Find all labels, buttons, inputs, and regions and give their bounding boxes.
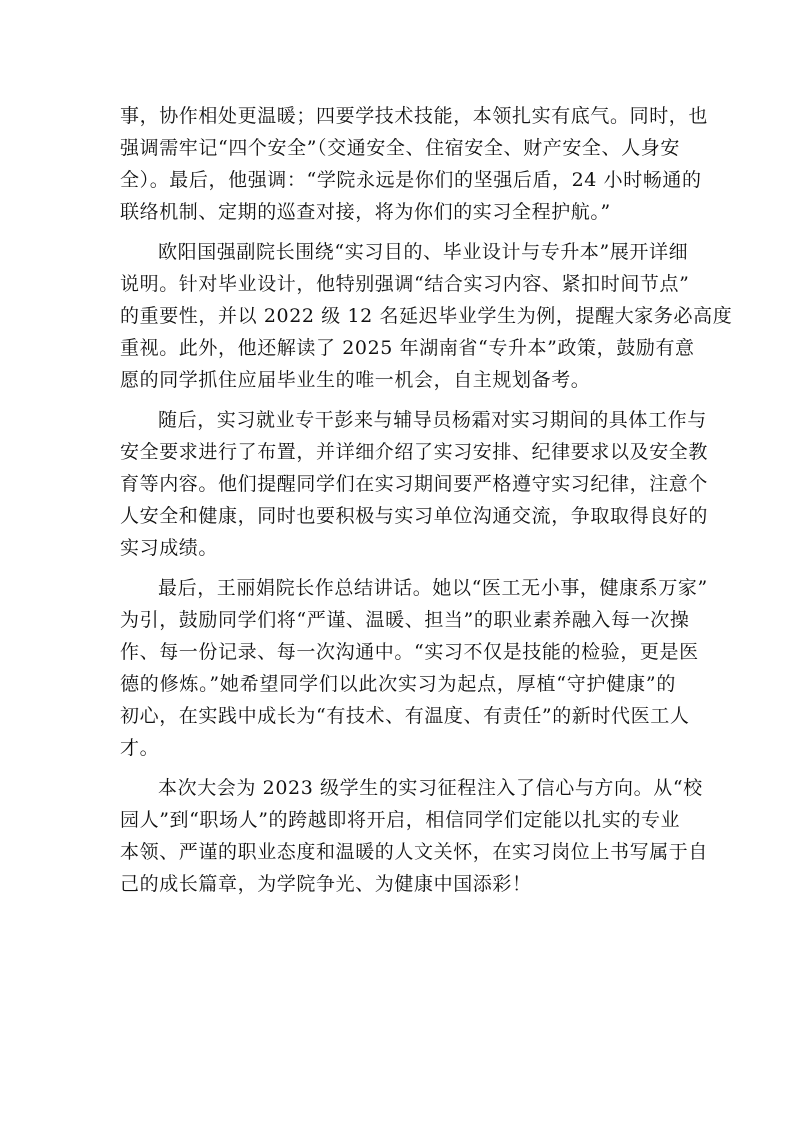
text-line: 实习成绩。 [120,537,219,559]
text-line: 人安全和健康，同时也要积极与实习单位沟通交流，争取取得良好的 [120,505,709,527]
text-line: 园人”到“职场人”的跨越即将开启，相信同学们定能以扎实的专业 [120,809,681,831]
text-line: 随后，实习就业专干彭来与辅导员杨霜对实习期间的具体工作与 [158,409,707,431]
text-line: 欧阳国强副院长围绕“实习目的、毕业设计与专升本”展开详细 [158,241,689,263]
text-line: 初心，在实践中成长为“有技术、有温度、有责任”的新时代医工人 [120,705,690,727]
text-line: 为引，鼓励同学们将“严谨、温暖、担当”的职业素养融入每一次操 [120,609,690,631]
document-page [120,100,733,900]
text-line: 愿的同学抓住应届毕业生的唯一机会，自主规划备考。 [120,369,591,391]
paragraph-opening-remarks [120,100,709,228]
text-line: 安全要求进行了布置，并详细介绍了实习安排、纪律要求以及安全教 [120,441,709,463]
paragraph-closing [120,772,709,900]
text-line: 本次大会为 2023 级学生的实习征程注入了信心与方向。从“校 [158,777,703,799]
text-line: 作、每一份记录、每一次沟通中。“实习不仅是技能的检验，更是医 [120,641,699,663]
text-line: 才。 [120,737,160,759]
text-line: 育等内容。他们提醒同学们在实习期间要严格遵守实习纪律，注意个 [120,473,709,495]
text-line: 重视。此外，他还解读了 2025 年湖南省“专升本”政策，鼓励有意 [120,337,695,359]
text-line: 己的成长篇章，为学院争光、为健康中国添彩！ [120,873,532,895]
text-line: 说明。针对毕业设计，他特别强调“结合实习内容、紧扣时间节点” [120,273,690,295]
text-line: 德的修炼。”她希望同学们以此次实习为起点，厚植“守护健康”的 [120,673,676,695]
text-line: 本领、严谨的职业态度和温暖的人文关怀，在实习岗位上书写属于自 [120,841,709,863]
paragraph-dean-summary [120,572,708,764]
text-line: 全）。最后，他强调：“学院永远是你们的坚强后盾，24 小时畅通的 [120,169,702,191]
text-line: 强调需牢记“四个安全”（交通安全、住宿安全、财产安全、人身安 [120,137,680,159]
paragraph-vice-dean [120,236,733,396]
text-line: 的重要性，并以 2022 级 12 名延迟毕业学生为例，提醒大家务必高度 [120,305,733,327]
paragraph-internship-staff [120,404,709,564]
text-line: 联络机制、定期的巡查对接，将为你们的实习全程护航。” [120,201,611,223]
text-line: 事，协作相处更温暖；四要学技术技能，本领扎实有底气。同时，也 [120,105,709,127]
text-line: 最后，王丽娟院长作总结讲话。她以“医工无小事，健康系万家” [158,577,708,599]
